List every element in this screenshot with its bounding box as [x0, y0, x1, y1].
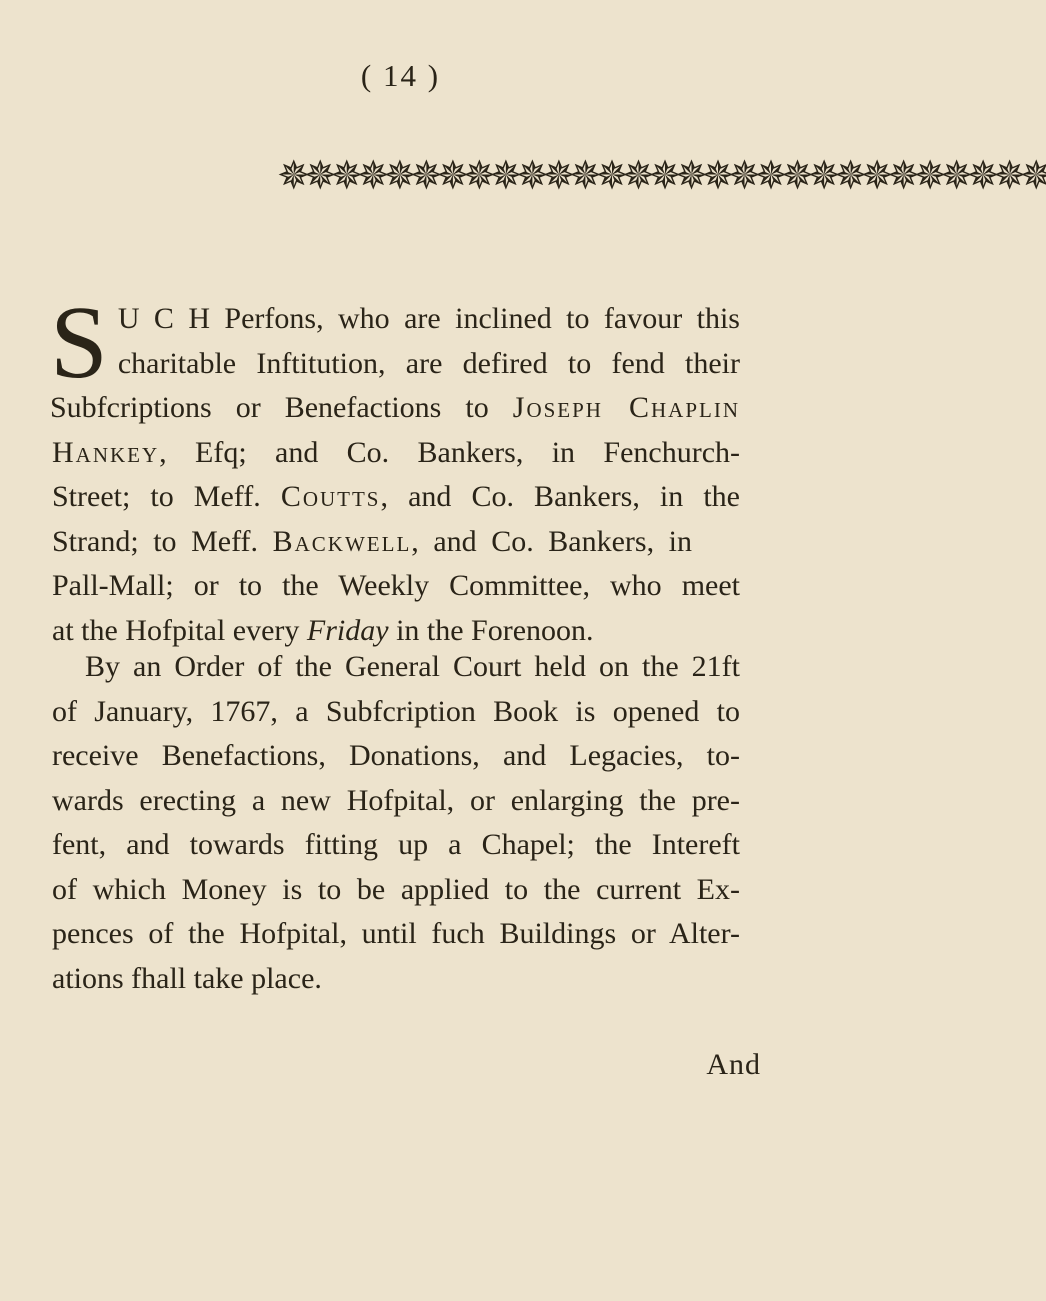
text-line: Pall-Mall; or to the Weekly Committee, who meet [52, 569, 740, 602]
paragraph-subscriptions [50, 285, 741, 653]
name-coutts: Coutts [280, 480, 381, 513]
text-line: of January, 1767, a Subfcription Book is opened to [52, 694, 740, 728]
day-friday: Friday [306, 613, 389, 647]
name-hankey: Hankey [52, 435, 160, 469]
text-line: Street; to Meff. Coutts, and Co. Bankers, in the [52, 480, 740, 513]
name-backwell: Backwell [272, 524, 412, 558]
text-line: of which Money is to be applied to the current Ex- [52, 872, 740, 906]
text-line: at the Hofpital every Friday in the Forenoon. [52, 613, 594, 647]
text-line: charitable Inftitution, are defired to fend their [117, 346, 740, 380]
text-line: Hankey, Efq; and Co. Bankers, in Fenchurch- [52, 435, 740, 469]
text-line: wards erecting a new Hofpital, or enlarging the pre- [52, 783, 740, 817]
paragraph-general-court-order [52, 645, 740, 1001]
ornament-glyphs: ✵✵✵✵✵✵✵✵✵✵✵✵✵✵✵✵✵✵✵✵✵✵✵✵✵✵✵✵✵ [277, 153, 1046, 198]
text-line: Strand; to Meff. Backwell, and Co. Bankers, in [52, 524, 692, 558]
text-line: fent, and towards fitting up a Chapel; the Intereft [52, 828, 740, 861]
text-line: Subfcriptions or Benefactions to Joseph Chaplin [50, 391, 741, 424]
page-number: ( 14 ) [360, 58, 441, 93]
drop-cap: S [50, 285, 108, 400]
text-line: receive Benefactions, Donations, and Legacies, to- [52, 739, 740, 772]
text-line: pences of the Hofpital, until fuch Buildings or Alter- [52, 917, 740, 950]
catchword: And [706, 1048, 761, 1081]
text-line: U C H Perfons, who are inclined to favour this [117, 302, 740, 335]
text-line: By an Order of the General Court held on the 21ft [85, 650, 740, 683]
name-joseph-chaplin: Joseph Chaplin [512, 391, 741, 424]
ornamental-border [277, 153, 1046, 198]
text-line: ations fhall take place. [52, 961, 322, 995]
